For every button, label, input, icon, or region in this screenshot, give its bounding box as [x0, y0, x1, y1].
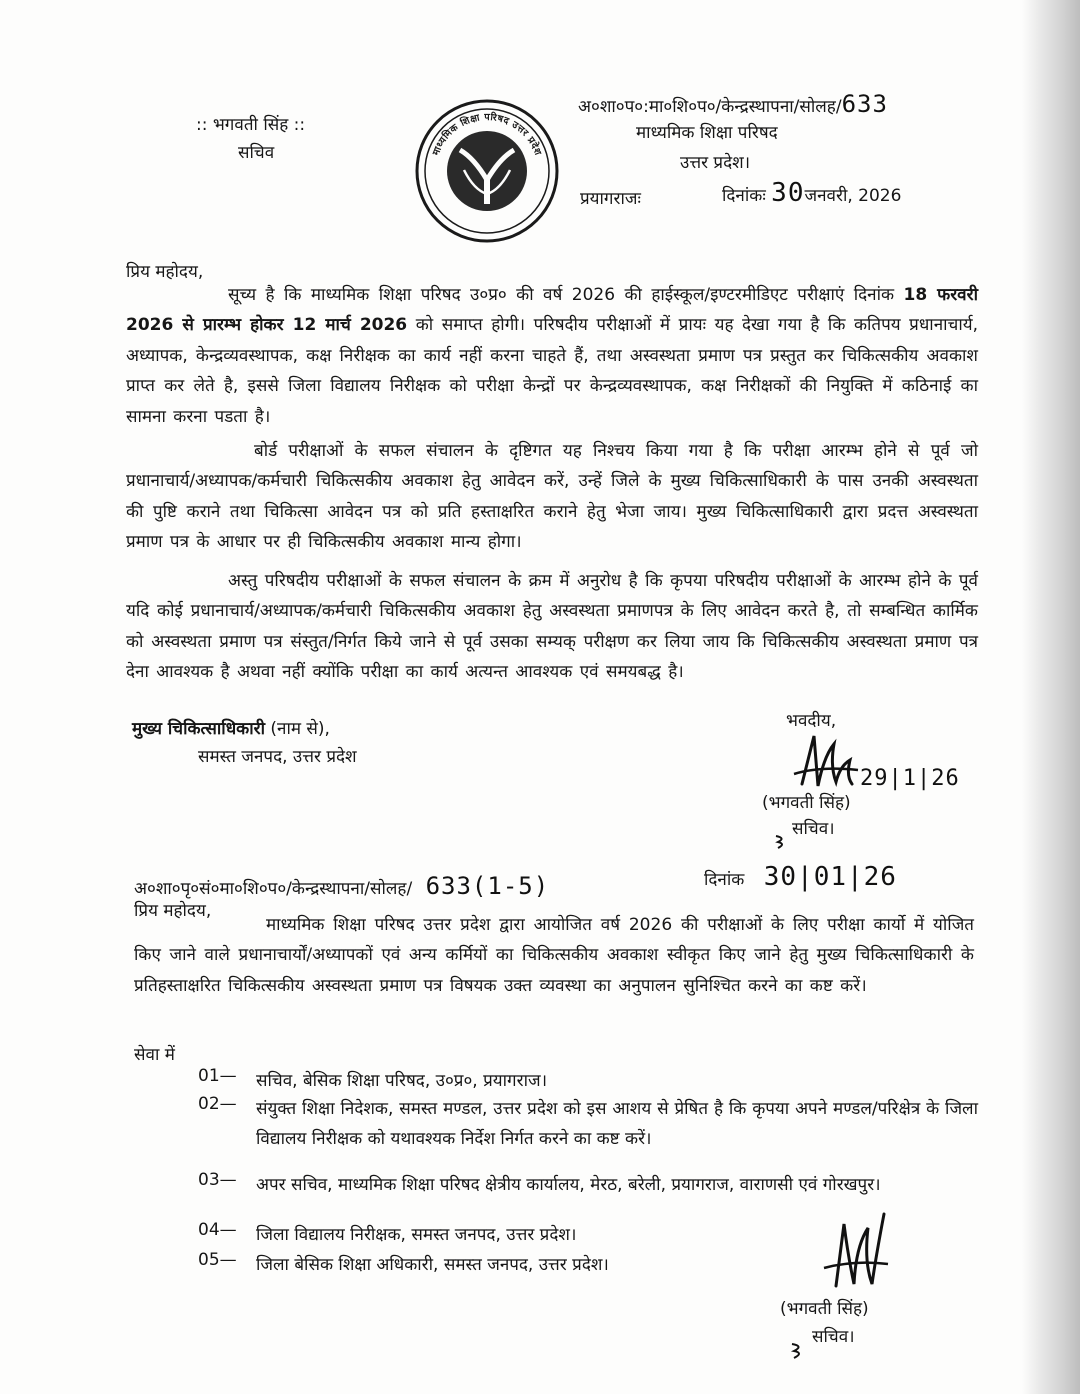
signature-date: 29|1|26	[860, 766, 960, 791]
letter-date	[722, 178, 901, 208]
signer-title: सचिव।	[792, 819, 835, 839]
addressee	[132, 716, 330, 739]
endorsement-salutation: प्रिय महोदय,	[134, 901, 212, 921]
sender-title: सचिव	[238, 143, 275, 163]
sender-name: :: भगवती सिंह ::	[196, 115, 306, 135]
paragraph-1-part-b: को समाप्त होगी। परिषदीय परीक्षाओं में प्रायः यह देखा गया है कि कतिपय प्रधानाचार्य, अध्यापक, केन्द्रव्यवस्थापक, कक्ष निरीक्षक का कार्य नहीं करना चाहते हैं, तथा अस्वस्थता प्रमाण पत्र प्रस्तुत कर चिकित्सकीय अवकाश प्राप्त कर लेते है, इससे जिला विद्यालय निरीक्षक को परीक्षा केन्द्रों पर केन्द्रव्यवस्थापक, कक्ष निरीक्षकों की नियुक्ति में कठिनाई का सामना करना पडता है।	[126, 315, 978, 427]
office-city: प्रयागराजः	[580, 189, 641, 209]
list-item-number: 05—	[198, 1250, 237, 1270]
addressee-suffix: (नाम से),	[264, 719, 330, 739]
reference-number: 633	[841, 90, 888, 118]
endorsement-ref-number: 633(1-5)	[425, 872, 550, 900]
paragraph-2	[126, 436, 978, 558]
closing: भवदीय,	[786, 711, 837, 731]
list-item-number: 03—	[198, 1170, 237, 1190]
date-day: 30	[771, 178, 805, 208]
reference-printed: अ०शा०प०:मा०शि०प०/केन्द्रस्थापना/सोलह/	[578, 97, 842, 117]
endorsement-date	[704, 862, 897, 892]
addressee-place: समस्त जनपद, उत्तर प्रदेश	[198, 747, 357, 767]
signer-name: (भगवती सिंह)	[762, 793, 851, 813]
list-item-text: अपर सचिव, माध्यमिक शिक्षा परिषद क्षेत्रीय कार्यालय, मेरठ, बरेली, प्रयागराज, वाराणसी एवं गोरखपुर।	[256, 1175, 881, 1195]
endorsement-date-value: 30|01|26	[763, 862, 897, 892]
paragraph-3-text: अस्तु परिषदीय परीक्षाओं के सफल संचालन के क्रम में अनुरोध है कि कृपया परिषदीय परीक्षाओं के आरम्भ होने के पूर्व यदि कोई प्रधानाचार्य/अध्यापक/कर्मचारी चिकित्सकीय अवकाश हेतु अस्वस्थता प्रमाणपत्र के लिए आवेदन करते है, तो सम्बन्धित कार्मिक को अस्वस्थता प्रमाण पत्र संस्तुत/निर्गत किये जाने से पूर्व उसका सम्यक् परीक्षण कर लिया जाय कि चिकित्सकीय अस्वस्थता प्रमाण पत्र देना आवश्यक है अथवा नहीं क्योंकि परीक्षा का कार्य अत्यन्त आवश्यक एवं समयबद्ध है।	[126, 571, 978, 683]
endorsement-date-label: दिनांक	[704, 870, 745, 890]
office-name: माध्यमिक शिक्षा परिषद	[636, 123, 778, 143]
endorsement-body	[134, 910, 974, 1001]
reference-line	[578, 90, 888, 118]
list-item-number: 04—	[198, 1220, 237, 1240]
list-item-number: 01—	[198, 1066, 237, 1086]
addressee-title: मुख्य चिकित्साधिकारी	[132, 719, 265, 739]
endorsement-ref-printed: अ०शा०पृ०सं०मा०शि०प०/केन्द्रस्थापना/सोलह/	[134, 879, 413, 899]
signer-title-2: सचिव।	[812, 1327, 855, 1347]
exam-dates: 18 फरवरी 2026 से प्रारम्भ होकर 12 मार्च 2026	[126, 285, 978, 336]
date-rest: जनवरी, 2026	[804, 186, 902, 206]
list-item-text: जिला बेसिक शिक्षा अधिकारी, समस्त जनपद, उत्तर प्रदेश।	[256, 1255, 609, 1275]
list-item-number: 02—	[198, 1094, 237, 1114]
board-emblem-icon	[414, 98, 560, 244]
paragraph-3	[126, 566, 978, 688]
salutation: प्रिय महोदय,	[126, 262, 204, 282]
office-state: उत्तर प्रदेश।	[680, 153, 751, 173]
paragraph-2-text: बोर्ड परीक्षाओं के सफल संचालन के दृष्टिगत यह निश्चय किया गया है कि परीक्षा आरम्भ होने से पूर्व जो प्रधानाचार्य/अध्यापक/कर्मचारी चिकित्सकीय अवकाश हेतु आवेदन करें, उन्हें जिले के मुख्य चिकित्साधिकारी के पास उनकी अस्वस्थता की पुष्टि कराने तथा चिकित्सा आवेदन पत्र को प्रति हस्ताक्षरित कराने हेतु भेजा जाय। मुख्य चिकित्साधिकारी द्वारा प्रदत्त अस्वस्थता प्रमाण पत्र के आधार पर ही चिकित्सकीय अवकाश मान्य होगा।	[126, 441, 978, 553]
endorsement-body-text: माध्यमिक शिक्षा परिषद उत्तर प्रदेश द्वारा आयोजित वर्ष 2026 की परीक्षाओं के लिए परीक्षा कार्यो में योजित किए जाने वाले प्रधानाचार्यों/अध्यापकों एवं अन्य कर्मियों का चिकित्सकीय अवकाश स्वीकृत किए जाने हेतु मुख्य चिकित्साधिकारी के प्रतिहस्ताक्षरित चिकित्सकीय अस्वस्थता प्रमाण पत्र विषयक उक्त व्यवस्था का अनुपालन सुनिश्चित करने का कष्ट करें।	[134, 915, 974, 996]
page-edge-shadow	[1022, 0, 1080, 1394]
signer-name-2: (भगवती सिंह)	[780, 1299, 869, 1319]
date-label: दिनांकः	[722, 186, 766, 206]
paragraph-1-part-a: सूच्य है कि माध्यमिक शिक्षा परिषद उ०प्र० की वर्ष 2026 की हाईस्कूल/इण्टरमीडिएट परीक्षाएं दिनांक	[228, 285, 904, 305]
initial-mark-2	[788, 1340, 808, 1360]
emblem-text: माध्यमिक शिक्षा परिषद उत्तर प्रदेश	[430, 111, 544, 158]
endorsement-reference	[134, 872, 549, 900]
paragraph-1	[126, 280, 978, 432]
signature-mark	[790, 726, 862, 796]
list-item-text: संयुक्त शिक्षा निदेशक, समस्त मण्डल, उत्तर प्रदेश को इस आशय से प्रेषित है कि कृपया अपने मण्डल/परिक्षेत्र के जिला विद्यालय निरीक्षक को यथावश्यक निर्देश निर्गत करने का कष्ट करें।	[256, 1099, 978, 1149]
initial-mark	[772, 832, 790, 850]
list-item-text: जिला विद्यालय निरीक्षक, समस्त जनपद, उत्तर प्रदेश।	[256, 1225, 577, 1245]
list-item-text: सचिव, बेसिक शिक्षा परिषद, उ०प्र०, प्रयागराज।	[256, 1071, 548, 1091]
signature-mark-2	[818, 1206, 890, 1298]
to-label: सेवा में	[134, 1045, 175, 1065]
